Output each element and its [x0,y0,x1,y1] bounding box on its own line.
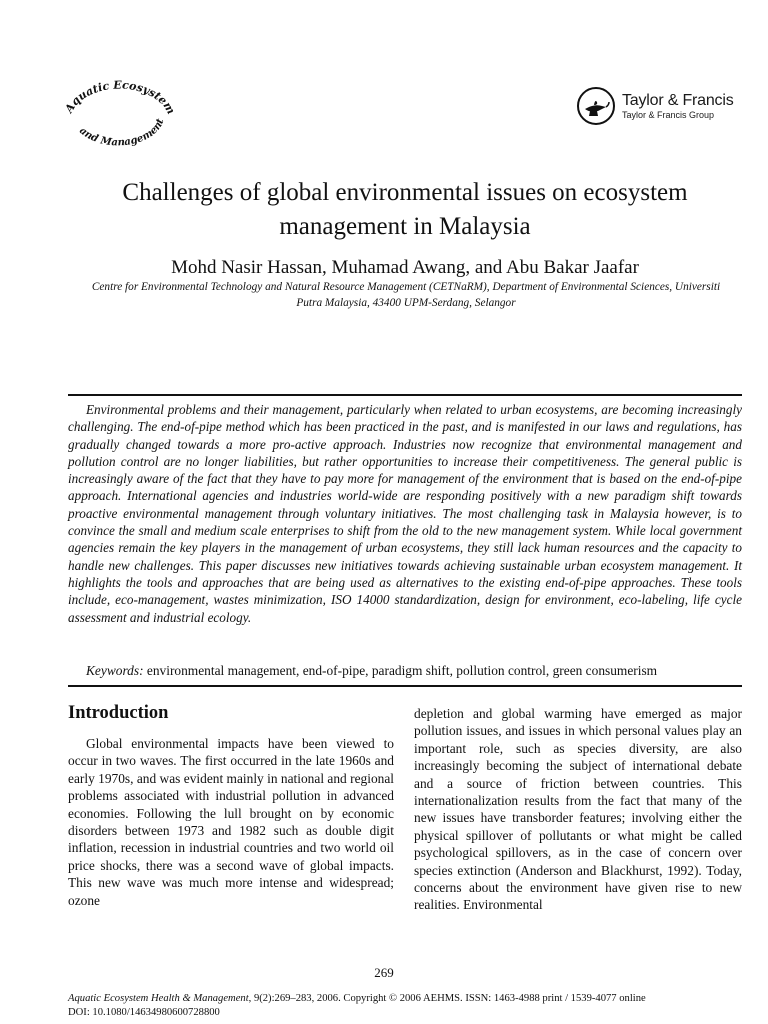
svg-text:and Management Society: and Management [77,117,167,149]
keywords-list: environmental management, end-of-pipe, paradigm shift, pollution control, green consumerism [146,663,658,678]
author-affiliation: Centre for Environmental Technology and Natural Resource Management (CETNaRM), Department of Environmental Sciences, Universiti Putra Malaysia, 43400 UPM-Serdang, Selangor [91,281,721,309]
section-heading-introduction: Introduction [68,703,169,723]
abstract: Environmental problems and their management, particularly when related to urban ecosystems, are becoming increasingly challenging. The end-of-pipe method which has been practiced in the past, and is manifested in our laws and regulations, has gradually changed towards a more pro-active approach. Industries now recognize that environmental management and pollution control are no longer liabilities, but rather opportunities to increase their competitiveness. The general public is increasingly aware of the fact that they have to pay more for management of the environment that is based on the end-of-pipe approach. International agencies and industries world-wide are responding positively with a new paradigm shift towards proactive environmental management through voluntary initiatives. The most challenging task in Malaysia however, is to convince the small and medium scale enterprises to shift from the old to the new management system. While local government agencies remain the key players in the management of urban ecosystems, they still lack human resources and the capacity to handle new challenges. This paper discusses new initiatives towards achieving sustainable urban ecosystem management. It highlights the tools and approaches that are being used as alternatives to the existing end-of-pipe approaches. These tools include, eco-management, wastes minimization, ISO 14000 standardization, design for environment, eco-labeling, life cycle assessment and industrial ecology. [68,402,742,625]
body-paragraph-left: Global environmental impacts have been viewed to occur in two waves. The first occurred in the late 1960s and early 1970s, and was evident mainly in national and regional problems associated with industrial pollution in advanced economies. Following the lull brought on by economic disorders between 1973 and 1982 such as double digit inflation, recession in industrial countries and two world oil price shocks, there was a second wave of global impacts. This new wave was much more intense and widespread; ozone [68,736,394,908]
journal-name: Aquatic Ecosystem Health & Management [68,993,249,1004]
svg-text:Aquatic Ecosystem Health: Aquatic Ecosystem [62,78,176,117]
left-column [68,700,394,909]
article-authors: Mohd Nasir Hassan, Muhamad Awang, and Abu Bakar Jaafar [171,257,639,278]
doi: DOI: 10.1080/14634980600728800 [68,1007,220,1018]
right-column [414,705,742,914]
keywords-line [68,662,742,680]
article-title: Challenges of global environmental issues on ecosystem management in Malaysia [122,179,688,240]
body-paragraph-right: depletion and global warming have emerged as major pollution issues, and issues in which personal values play an important role, such as species diversity, are also increasingly becoming the subject of international debate and a source of friction between countries. This internationalization results from the fact that many of the new issues have transborder features; involving either the physical spillover of pollutants or what might be called psychological spillovers, as in the case of concern over species extinction (Anderson and Blackhurst, 1992). Today, concerns about the environment have given rise to new realities. Environmental [414,706,742,913]
publisher-name: Taylor & Francis [622,91,734,109]
society-logo [60,72,176,154]
abstract-bottom-rule [68,685,742,687]
citation-footer [68,992,758,1020]
page-number: 269 [374,965,394,980]
publisher-logo [576,84,746,128]
society-logo-icon [60,72,176,154]
citation-details: , 9(2):269–283, 2006. Copyright © 2006 AEHMS. ISSN: 1463-4988 print / 1539-4077 online [248,993,646,1004]
oil-lamp-icon [576,86,616,126]
keywords-label: Keywords: [86,663,144,678]
publisher-group: Taylor & Francis Group [622,109,715,120]
abstract-top-rule [68,394,742,396]
